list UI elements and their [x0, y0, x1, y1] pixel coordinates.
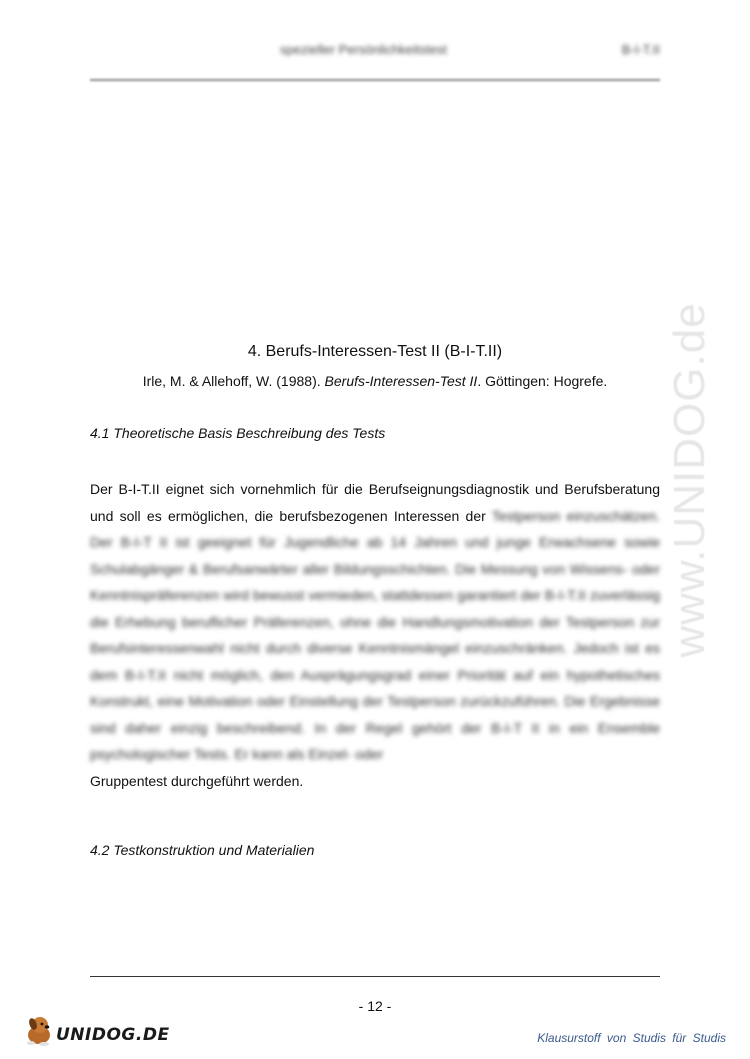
body-paragraph — [90, 476, 660, 794]
citation-publisher: . Göttingen: Hogrefe. — [477, 373, 608, 389]
header-abbreviation: B-I-T.II — [621, 42, 660, 57]
running-header — [90, 42, 660, 64]
paragraph-blurred: Testperson einzuschätzen. Der B-I-T II ist geeignet für Jugendliche ab 14 Jahren und junge Erwachsene sowie Schulabgänger & Berufsanwärter aller Bildungsschichten. Die Messung von Wissens- oder Kenntnispräferenzen wird bewusst vermieden, stattdessen garantiert der B-I-T.II zuverlässig die Erhebung beruflicher Präferenzen, ohne die Handlungsmotivation der Testperson zur Berufsinteressenwahl nicht durch diverse Kenntnismängel einzuschränken. Jedoch ist es dem B-I-T.II nicht möglich, den Ausprägungsgrad einer Priorität auf ein hypothetisches Konstrukt, eine Motivation oder Einstellung der Testperson zurückzuführen. Die Ergebnisse sind daher einzig beschreibend. In der Regel gehört der B-I-T II in ein Ensemble psychologischer Tests. Er kann als Einzel- oder — [90, 507, 661, 762]
citation — [90, 373, 660, 389]
unidog-logo[interactable] — [22, 1013, 170, 1049]
paragraph-lead: Der B-I-T.II eignet sich vornehmlich für die Berufseignungsdiagnostik und Berufsberatung und soll es ermöglichen, die berufsbezogenen Interessen der — [90, 481, 660, 524]
paragraph-tail: Gruppentest durchgeführt werden. — [90, 772, 304, 789]
dog-icon — [22, 1013, 56, 1047]
citation-title: Berufs-Interessen-Test II — [324, 373, 478, 389]
header-title: spezieller Persönlichkeitstest — [280, 42, 447, 57]
tagline: Klausurstoff von Studis für Studis — [537, 1031, 726, 1045]
header-rule — [90, 79, 660, 81]
citation-authors: Irle, M. & Allehoff, W. (1988). — [142, 373, 321, 389]
logo-text: UNIDOG.DE — [56, 1025, 170, 1045]
chapter-title: 4. Berufs-Interessen-Test II (B-I-T.II) — [247, 343, 503, 360]
section-heading-4-2: 4.2 Testkonstruktion und Materialien — [90, 842, 315, 858]
page-number: - 12 - — [358, 998, 392, 1014]
section-heading-4-1: 4.1 Theoretische Basis Beschreibung des Tests — [90, 425, 386, 441]
footer-rule — [90, 976, 660, 977]
watermark-text: www.UNIDOG.de — [665, 302, 714, 658]
